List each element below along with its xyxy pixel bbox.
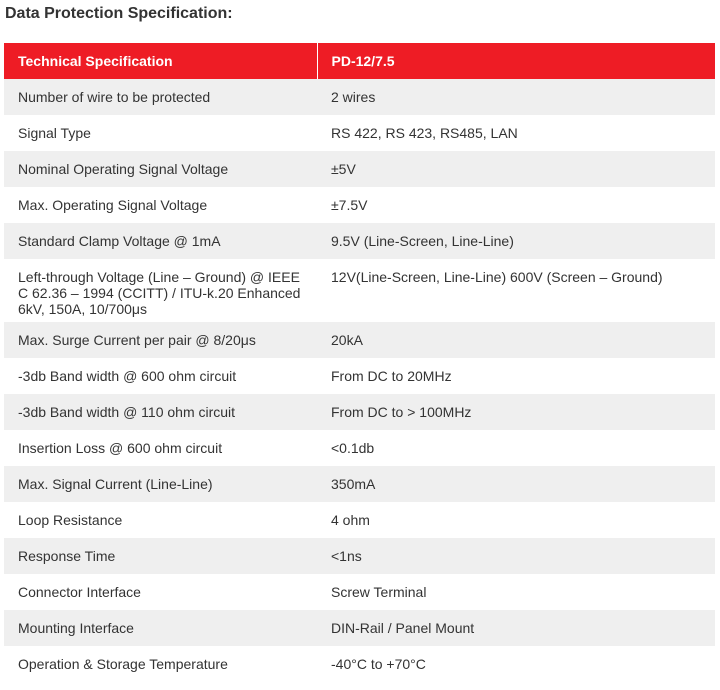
spec-name-cell: -3db Band width @ 110 ohm circuit	[4, 394, 317, 430]
table-row	[4, 538, 715, 574]
spec-value-cell: 12V(Line-Screen, Line-Line) 600V (Screen – Ground)	[317, 259, 715, 322]
spec-name-cell: -3db Band width @ 600 ohm circuit	[4, 358, 317, 394]
spec-value-cell: <0.1db	[317, 430, 715, 466]
spec-value-cell: 2 wires	[317, 79, 715, 115]
spec-name-cell: Connector Interface	[4, 574, 317, 610]
spec-name-cell: Max. Operating Signal Voltage	[4, 187, 317, 223]
spec-value-cell: RS 422, RS 423, RS485, LAN	[317, 115, 715, 151]
table-row	[4, 430, 715, 466]
spec-name-cell: Max. Surge Current per pair @ 8/20μs	[4, 322, 317, 358]
spec-name-cell: Left-through Voltage (Line – Ground) @ IEEE C 62.36 – 1994 (CCITT) / ITU-k.20 Enhanced 6kV, 150A, 10/700μs	[4, 259, 317, 322]
spec-table	[4, 43, 715, 682]
spec-name-cell: Number of wire to be protected	[4, 79, 317, 115]
table-row	[4, 646, 715, 682]
spec-value-cell: 9.5V (Line-Screen, Line-Line)	[317, 223, 715, 259]
table-row	[4, 610, 715, 646]
table-row	[4, 187, 715, 223]
spec-name-cell: Response Time	[4, 538, 317, 574]
spec-name-cell: Nominal Operating Signal Voltage	[4, 151, 317, 187]
table-row	[4, 259, 715, 322]
spec-value-cell: ±5V	[317, 151, 715, 187]
table-row	[4, 151, 715, 187]
page-title: Data Protection Specification:	[5, 5, 233, 22]
spec-value-cell: From DC to > 100MHz	[317, 394, 715, 430]
spec-name-cell: Operation & Storage Temperature	[4, 646, 317, 682]
table-row	[4, 466, 715, 502]
spec-value-cell: DIN-Rail / Panel Mount	[317, 610, 715, 646]
table-row	[4, 115, 715, 151]
table-header-row	[4, 43, 715, 79]
spec-name-cell: Loop Resistance	[4, 502, 317, 538]
spec-value-cell: -40°C to +70°C	[317, 646, 715, 682]
spec-name-cell: Signal Type	[4, 115, 317, 151]
table-row	[4, 358, 715, 394]
spec-name-cell: Max. Signal Current (Line-Line)	[4, 466, 317, 502]
spec-value-cell: 4 ohm	[317, 502, 715, 538]
spec-value-cell: Screw Terminal	[317, 574, 715, 610]
table-row	[4, 322, 715, 358]
spec-value-cell: ±7.5V	[317, 187, 715, 223]
table-row	[4, 79, 715, 115]
column-header-spec: Technical Specification	[4, 43, 317, 79]
spec-name-cell: Standard Clamp Voltage @ 1mA	[4, 223, 317, 259]
table-row	[4, 502, 715, 538]
table-row	[4, 394, 715, 430]
spec-value-cell: 350mA	[317, 466, 715, 502]
spec-value-cell: 20kA	[317, 322, 715, 358]
spec-value-cell: From DC to 20MHz	[317, 358, 715, 394]
spec-name-cell: Mounting Interface	[4, 610, 317, 646]
column-header-model: PD-12/7.5	[317, 43, 715, 79]
table-row	[4, 574, 715, 610]
spec-name-cell: Insertion Loss @ 600 ohm circuit	[4, 430, 317, 466]
spec-value-cell: <1ns	[317, 538, 715, 574]
table-row	[4, 223, 715, 259]
